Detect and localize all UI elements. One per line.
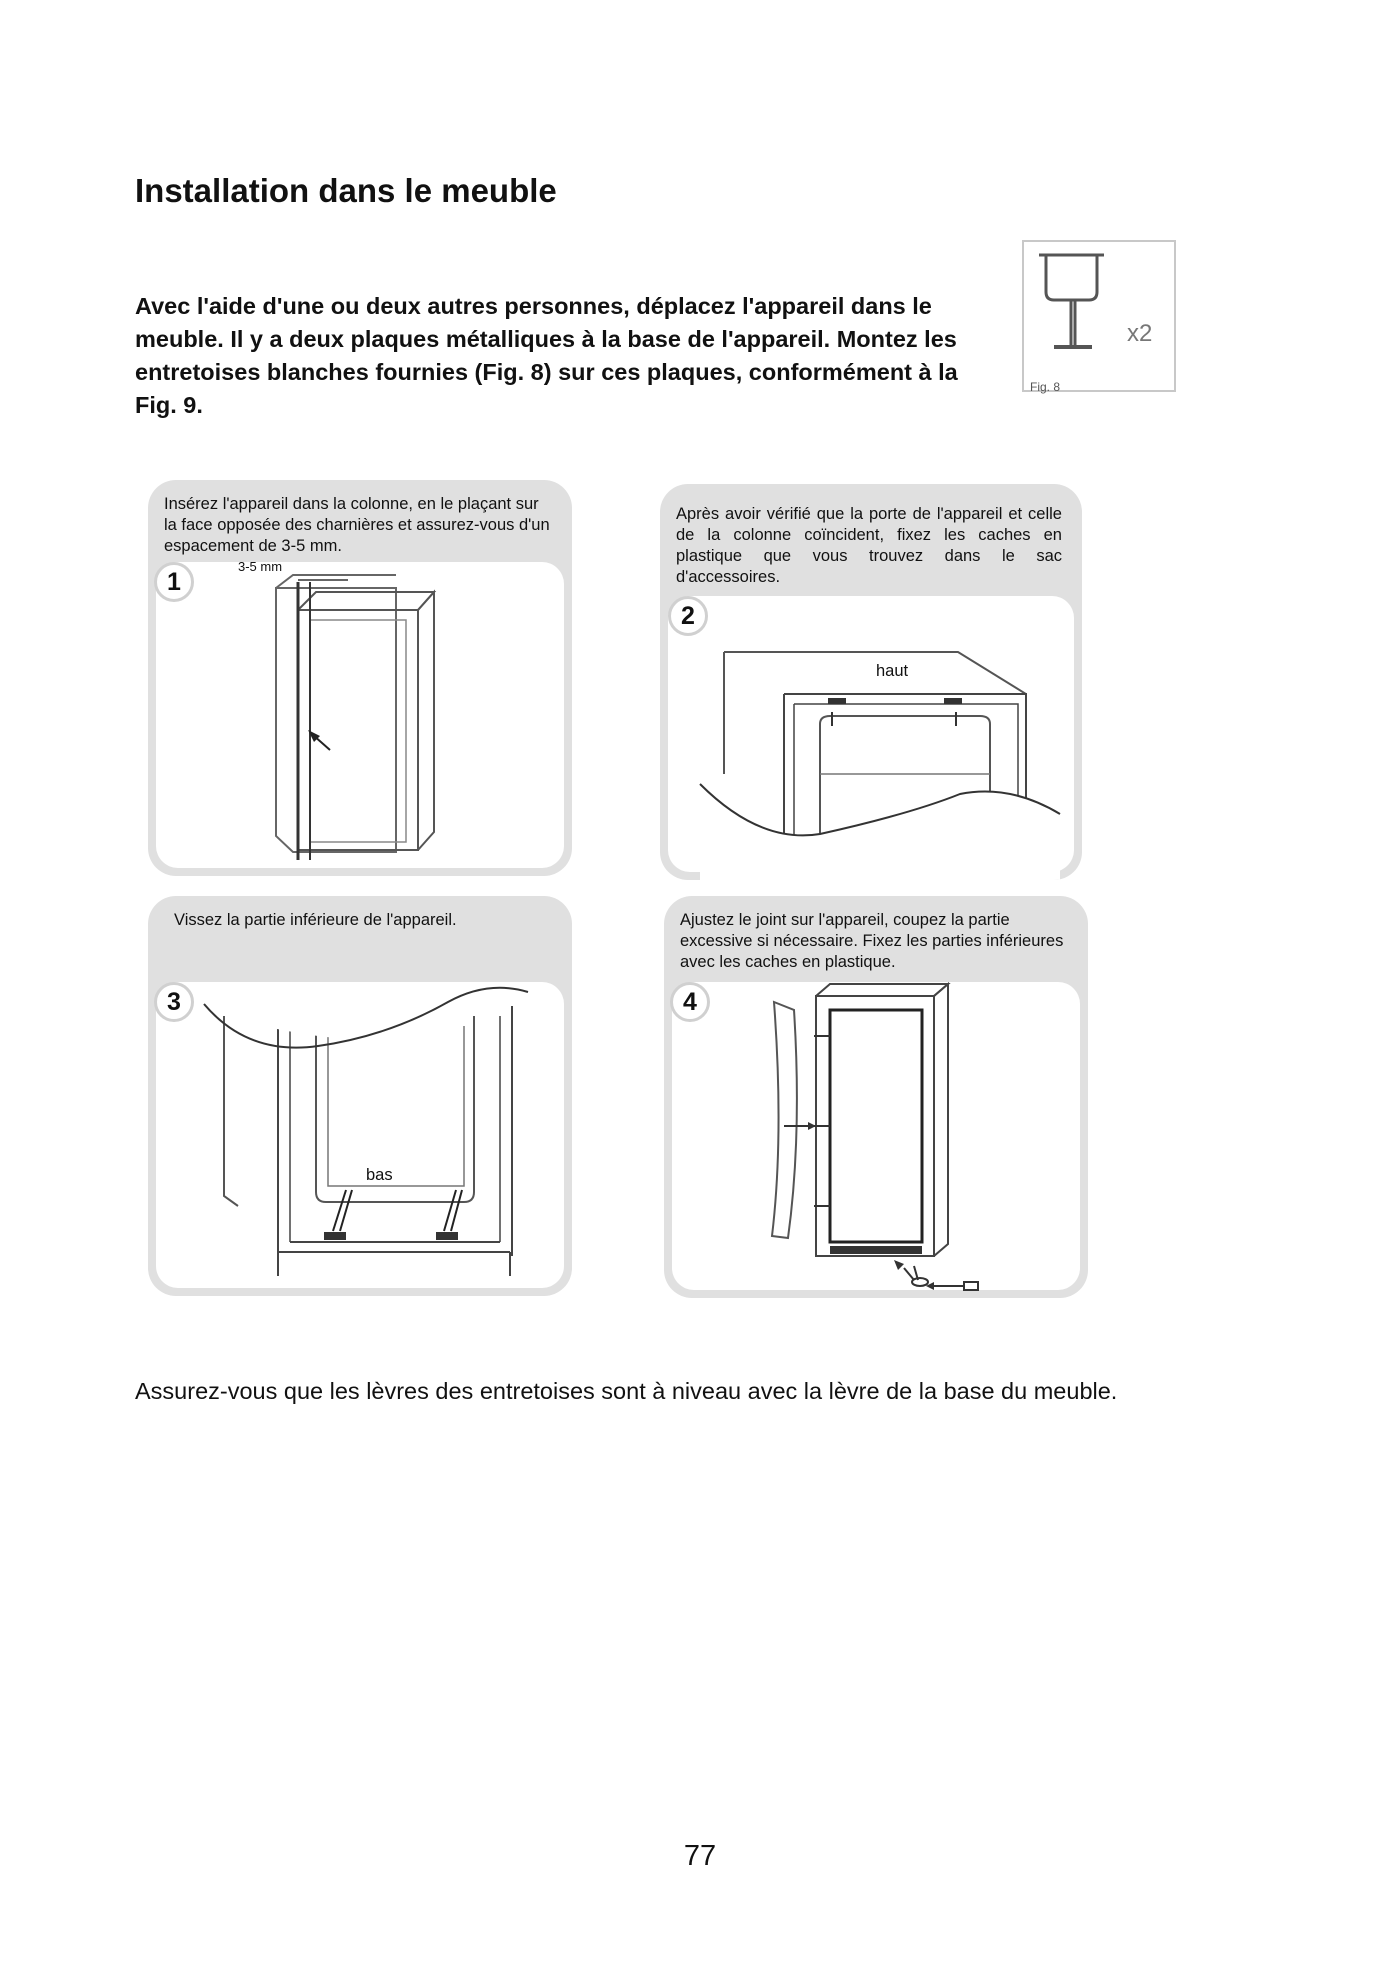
seal-adjust-illustration: [664, 896, 1088, 1298]
bottom-screw-illustration: [148, 896, 572, 1296]
fig8-box: [1022, 240, 1176, 392]
step-1-number: 1: [154, 562, 194, 602]
step-4-panel: [664, 896, 1088, 1298]
step-3-panel: [148, 896, 572, 1296]
step-3-number: 3: [154, 982, 194, 1022]
step-1-text: Insérez l'appareil dans la colonne, en le plaçant sur la face opposée des charnières et assurez-vous d'un espacement de 3-5 mm.: [164, 495, 550, 555]
step-2-text: Après avoir vérifié que la porte de l'appareil et celle de la colonne coïncident, fixez les caches en plastique que vous trouvez dans le sac d'accessoires.: [676, 505, 1062, 586]
step-4-text: Ajustez le joint sur l'appareil, coupez la partie excessive si nécessaire. Fixez les parties inférieures avec les caches en plastique.: [680, 911, 1064, 971]
step-3-label: bas: [366, 1166, 393, 1184]
step-2-panel: [660, 484, 1082, 880]
top-cap-illustration: [660, 484, 1082, 880]
page-title: Installation dans le meuble: [135, 172, 557, 209]
step-1-label: 3-5 mm: [238, 559, 283, 574]
step-3-text: Vissez la partie inférieure de l'appareil.: [174, 911, 457, 929]
fig8-multiplier: x2: [1127, 320, 1153, 347]
step-4-number: 4: [670, 982, 710, 1022]
closing-paragraph: Assurez-vous que les lèvres des entretoises sont à niveau avec la lèvre de la base du meuble.: [135, 1378, 1118, 1404]
step-1-panel: [148, 480, 572, 876]
fig8-caption: Fig. 8: [1030, 380, 1061, 394]
step-2-label: haut: [876, 662, 909, 680]
page-number: 77: [683, 1840, 717, 1872]
intro-paragraph: Avec l'aide d'une ou deux autres personnes, déplacez l'appareil dans le meuble. Il y a deux plaques métalliques à la base de l'appareil. Montez les entretoises blanches fournies (Fig. 8) sur ces plaques, conformément à la Fig. 9.: [135, 293, 958, 418]
step-2-number: 2: [668, 596, 708, 636]
appliance-insertion-illustration: [148, 480, 572, 876]
spacer-icon: [1024, 242, 1174, 390]
